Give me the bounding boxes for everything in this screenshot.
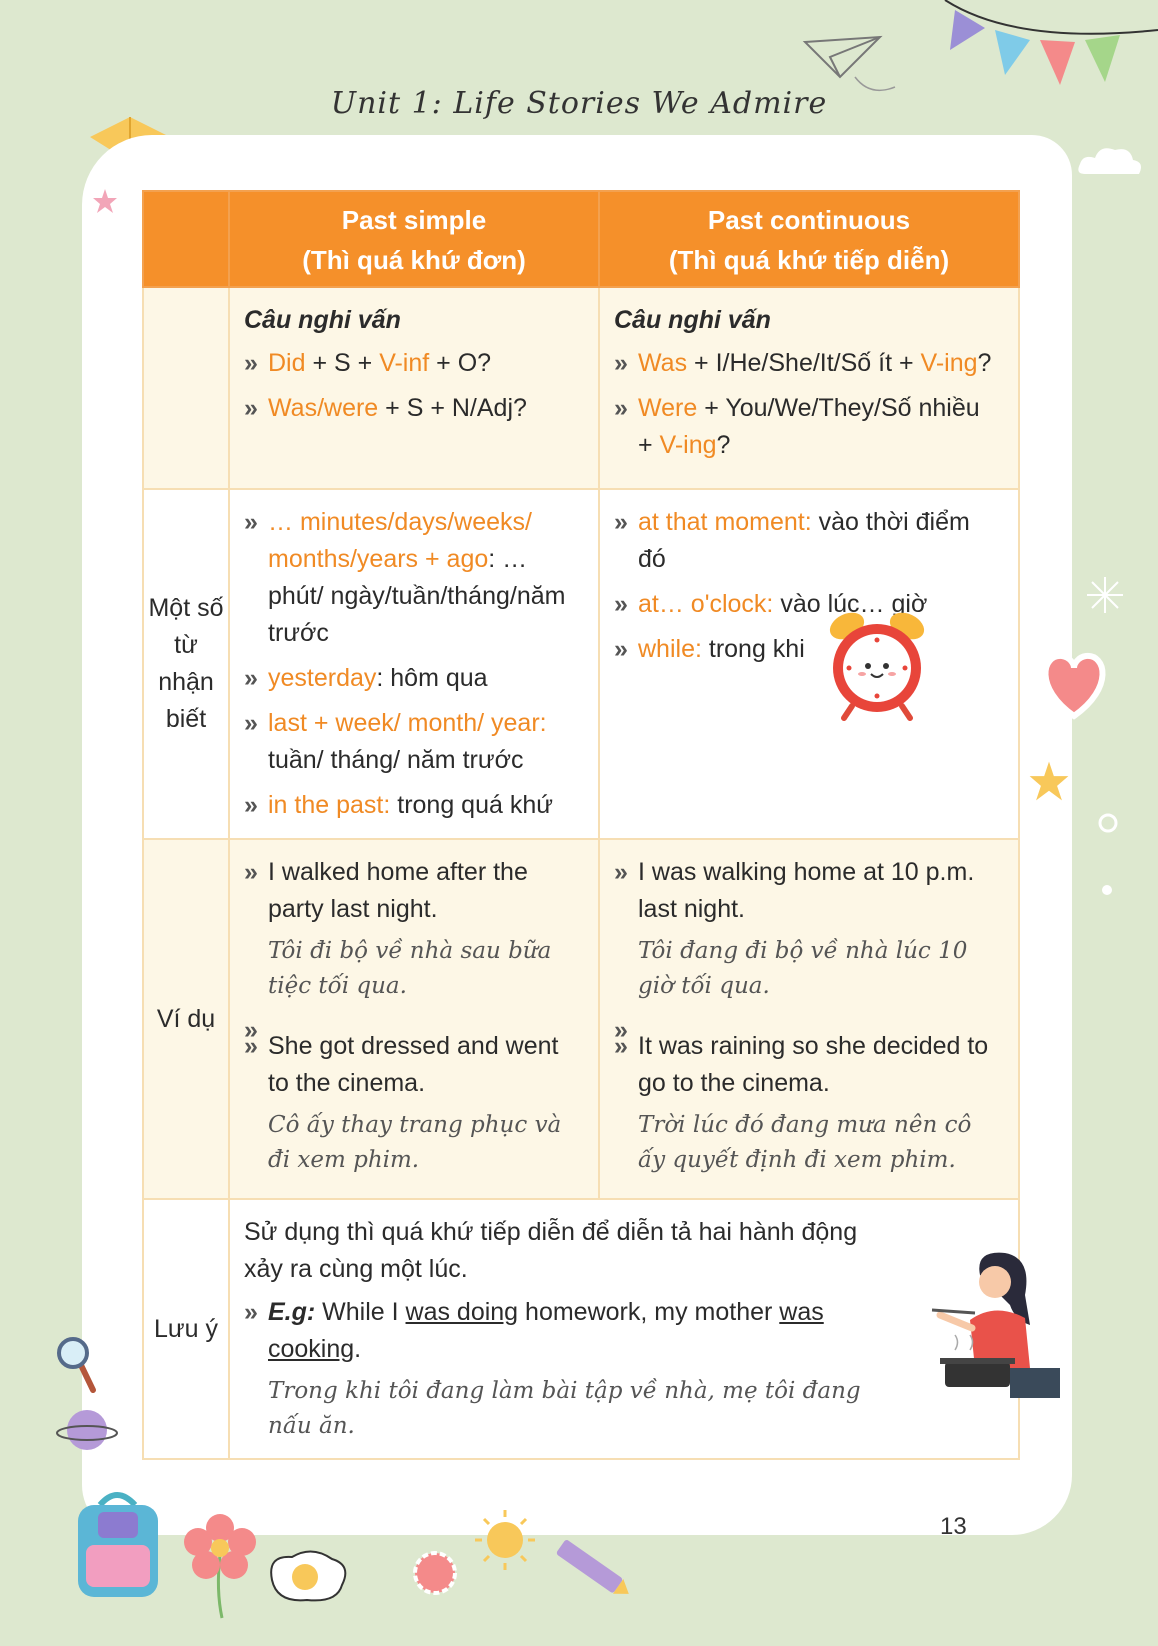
keyword: V-inf <box>379 349 430 377</box>
meaning-text: vào thời điểm đó <box>638 508 970 573</box>
keyword: Was/were <box>268 394 379 422</box>
list-item <box>614 854 1002 1004</box>
alarm-clock-icon <box>822 608 932 723</box>
pink-star-icon <box>92 188 118 214</box>
list-item <box>244 787 582 824</box>
keyword: … minutes/days/weeks/ months/years + ago <box>268 508 532 573</box>
cloud-icon <box>1075 142 1145 182</box>
keyword: at that moment: <box>638 508 812 536</box>
meaning-text: tuần/ tháng/ năm trước <box>268 746 524 774</box>
formula-text: + S + <box>305 349 380 377</box>
spacer <box>614 1012 1002 1020</box>
examples-past-simple-cell <box>229 839 599 1199</box>
magnifier-icon <box>55 1335 100 1395</box>
list-item <box>614 345 1002 382</box>
table-header-row <box>143 191 1019 287</box>
question-row <box>143 287 1019 489</box>
keyword: while: <box>638 635 702 663</box>
keyword: at… o'clock: <box>638 590 774 618</box>
eg-underlined: was cooking <box>268 1298 824 1363</box>
header-past-simple-title: Past simple <box>341 205 487 235</box>
signal-past-continuous-list <box>614 504 1002 668</box>
header-past-continuous <box>599 191 1019 287</box>
signal-past-simple-cell <box>229 489 599 839</box>
keyword: Did <box>268 349 306 377</box>
list-item <box>614 631 1002 668</box>
question-past-simple-list <box>244 345 582 427</box>
keyword: in the past: <box>268 791 391 819</box>
pink-flower-icon <box>410 1548 460 1598</box>
keyword: V-ing <box>659 431 717 459</box>
examples-label: Ví dụ <box>143 839 229 1199</box>
example-vietnamese: Tôi đi bộ về nhà sau bữa tiệc tối qua. <box>268 938 552 999</box>
signal-past-continuous-cell <box>599 489 1019 839</box>
eg-text: . <box>354 1335 362 1363</box>
note-cell <box>229 1199 1019 1459</box>
examples-past-continuous-list <box>614 854 1002 1178</box>
question-past-simple-cell <box>229 287 599 489</box>
list-item <box>244 345 582 382</box>
eg-label: E.g: <box>268 1298 316 1326</box>
eg-text: While I <box>315 1298 406 1326</box>
signal-past-simple-list <box>244 504 582 824</box>
example-vietnamese: Cô ấy thay trang phục và đi xem phim. <box>268 1112 562 1173</box>
list-item <box>244 705 582 779</box>
crayon-icon <box>548 1535 638 1605</box>
meaning-text: vào lúc… giờ <box>773 590 928 618</box>
dot-icon <box>1101 884 1113 896</box>
header-past-continuous-subtitle: (Thì quá khứ tiếp diễn) <box>668 245 950 275</box>
list-item <box>244 1028 582 1178</box>
formula-text: + O? <box>429 349 492 377</box>
header-past-continuous-title: Past continuous <box>707 205 911 235</box>
header-empty-cell <box>143 191 229 287</box>
page-number: 13 <box>940 1513 967 1540</box>
page-title: Unit 1: Life Stories We Admire <box>330 86 828 121</box>
note-example-list <box>244 1294 868 1444</box>
grammar-table <box>142 190 1020 1460</box>
list-item <box>614 1028 1002 1178</box>
list-item <box>244 390 582 427</box>
example-vietnamese: Trời lúc đó đang mưa nên cô ấy quyết định đi xem phim. <box>638 1112 972 1173</box>
formula-text: + S + N/Adj? <box>378 394 527 422</box>
example-english: She got dressed and went to the cinema. <box>268 1032 559 1097</box>
example-english: I walked home after the party last night. <box>268 858 528 923</box>
list-item <box>614 390 1002 464</box>
list-item <box>614 586 1002 623</box>
meaning-text: trong quá khứ <box>390 791 553 819</box>
eg-vietnamese: Trong khi tôi đang làm bài tập về nhà, mẹ tôi đang nấu ăn. <box>268 1378 861 1439</box>
eg-text: homework, my mother <box>518 1298 780 1326</box>
note-text: Sử dụng thì quá khứ tiếp diễn để diễn tả hai hành động xảy ra cùng một lúc. <box>244 1218 858 1283</box>
meaning-text: trong khi <box>701 635 805 663</box>
meaning-text: : … phút/ ngày/tuần/tháng/năm trước <box>268 545 566 647</box>
keyword: last + week/ month/ year: <box>268 709 547 737</box>
examples-past-simple-list <box>244 854 582 1178</box>
list-item <box>614 504 1002 578</box>
example-english: I was walking home at 10 p.m. last night. <box>638 858 975 923</box>
question-heading: Câu nghi vấn <box>614 306 771 334</box>
woman-cooking-icon <box>930 1250 1065 1400</box>
keyword: yesterday <box>268 664 377 692</box>
sun-icon <box>470 1505 540 1575</box>
heart-icon <box>1038 650 1110 720</box>
sparkle-icon <box>1085 575 1125 615</box>
egg-icon <box>262 1545 352 1605</box>
meaning-text: : hôm qua <box>376 664 488 692</box>
keyword: Were <box>638 394 698 422</box>
planet-icon <box>55 1405 120 1455</box>
formula-text: + I/He/She/It/Số ít + <box>687 349 921 377</box>
yellow-star-icon <box>1028 760 1070 802</box>
example-english: It was raining so she decided to go to the cinema. <box>638 1032 989 1097</box>
list-item <box>244 1294 868 1444</box>
question-heading: Câu nghi vấn <box>244 306 401 334</box>
note-label: Lưu ý <box>143 1199 229 1459</box>
formula-text: + You/We/They/Số nhiều <box>697 394 980 422</box>
flower-icon <box>182 1510 262 1620</box>
circle-icon <box>1097 812 1119 834</box>
eg-underlined: was doing <box>405 1298 519 1326</box>
signal-words-label: Một số từ nhận biết <box>143 489 229 839</box>
question-past-continuous-list <box>614 345 1002 464</box>
note-row <box>143 1199 1019 1459</box>
formula-text: ? <box>716 431 731 459</box>
examples-past-continuous-cell <box>599 839 1019 1199</box>
example-vietnamese: Tôi đang đi bộ về nhà lúc 10 giờ tối qua. <box>638 938 968 999</box>
backpack-icon <box>70 1490 165 1600</box>
keyword: Was <box>638 349 688 377</box>
examples-row <box>143 839 1019 1199</box>
question-row-label <box>143 287 229 489</box>
question-past-continuous-cell <box>599 287 1019 489</box>
formula-text: ? <box>977 349 992 377</box>
keyword: V-ing <box>920 349 978 377</box>
bunting-flags-icon <box>935 0 1158 95</box>
list-item <box>244 854 582 1004</box>
list-item <box>244 504 582 652</box>
spacer <box>244 1012 582 1020</box>
header-past-simple-subtitle: (Thì quá khứ đơn) <box>302 245 526 275</box>
formula-text: + <box>638 431 660 459</box>
signal-words-row <box>143 489 1019 839</box>
list-item <box>244 660 582 697</box>
header-past-simple <box>229 191 599 287</box>
